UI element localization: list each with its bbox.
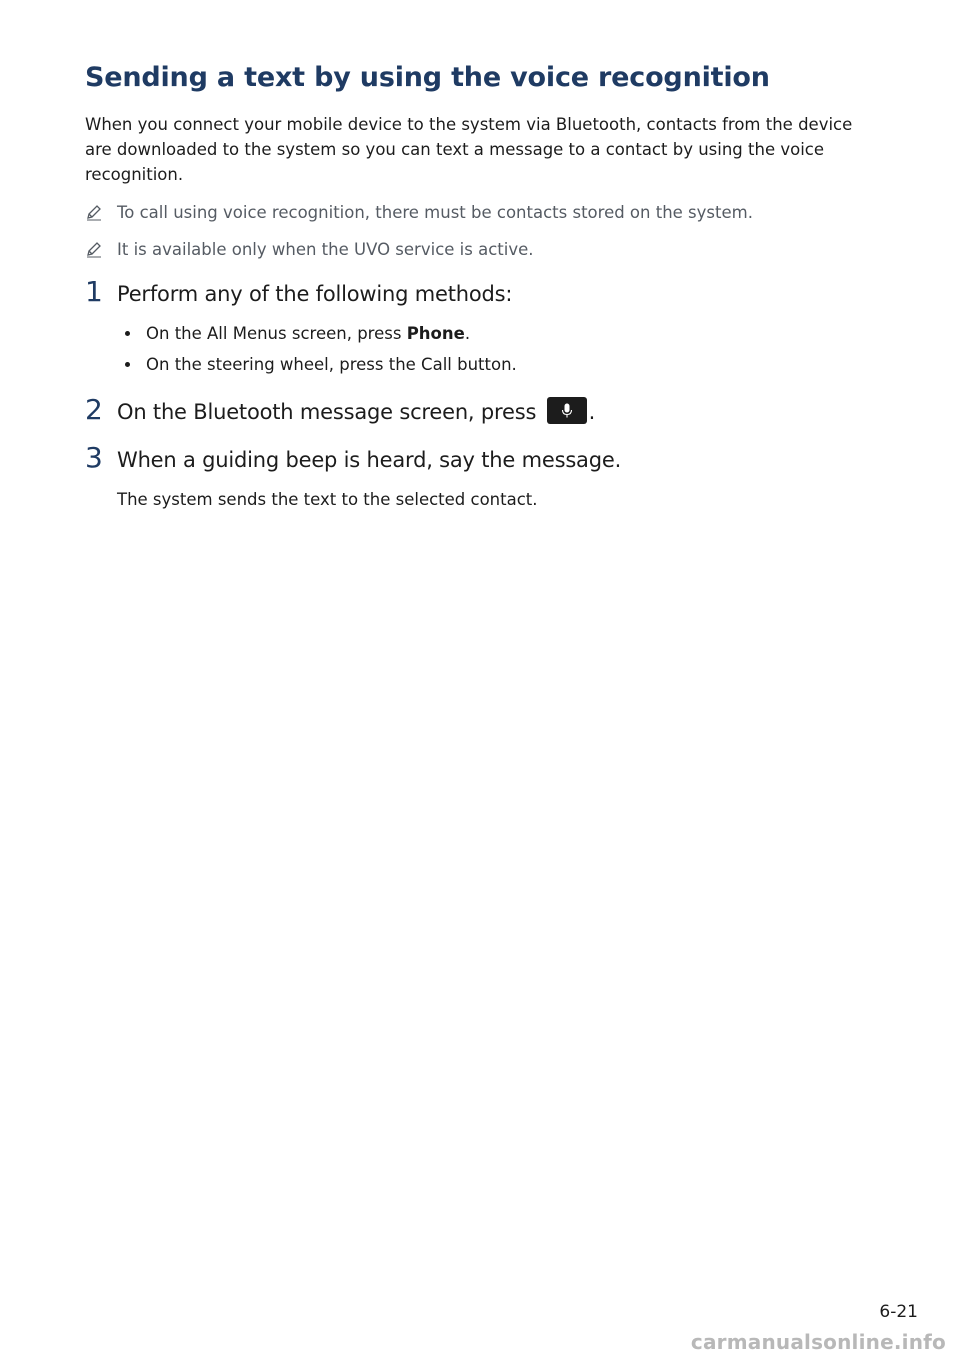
pencil-note-icon bbox=[85, 238, 117, 260]
step-2 bbox=[85, 394, 875, 428]
step-1-bullets bbox=[117, 318, 875, 380]
list-item: On the steering wheel, press the Call button. bbox=[117, 349, 875, 380]
manual-page bbox=[85, 58, 875, 512]
step-3-result: The system sends the text to the selected contact. bbox=[117, 490, 538, 509]
note-2 bbox=[85, 238, 875, 262]
bullet-icon bbox=[125, 331, 130, 336]
list-item: On the All Menus screen, press Phone. bbox=[117, 318, 875, 349]
note-text: It is available only when the UVO service is active. bbox=[117, 240, 534, 259]
phone-label: Phone bbox=[406, 324, 465, 343]
microphone-button bbox=[547, 397, 587, 424]
step-number: 3 bbox=[85, 441, 103, 474]
step-text: When a guiding beep is heard, say the message. bbox=[117, 448, 622, 472]
step-text: Perform any of the following methods: bbox=[117, 282, 513, 306]
note-text: To call using voice recognition, there must be contacts stored on the system. bbox=[117, 203, 753, 222]
page-number: 6-21 bbox=[879, 1302, 918, 1322]
intro-paragraph: When you connect your mobile device to the system via Bluetooth, contacts from the device are downloaded to the system so you can text a message to a contact by using the voice recognition. bbox=[85, 115, 853, 184]
bullet-icon bbox=[125, 362, 130, 367]
microphone-icon bbox=[561, 403, 573, 418]
step-number: 1 bbox=[85, 275, 103, 308]
step-1 bbox=[85, 276, 875, 310]
step-text: On the Bluetooth message screen, press . bbox=[117, 396, 595, 428]
section-title: Sending a text by using the voice recognition bbox=[85, 62, 770, 93]
step-number: 2 bbox=[85, 393, 103, 426]
watermark: carmanualsonline.info bbox=[690, 1330, 946, 1354]
pencil-note-icon bbox=[85, 201, 117, 223]
note-1 bbox=[85, 201, 875, 225]
step-3 bbox=[85, 442, 875, 476]
